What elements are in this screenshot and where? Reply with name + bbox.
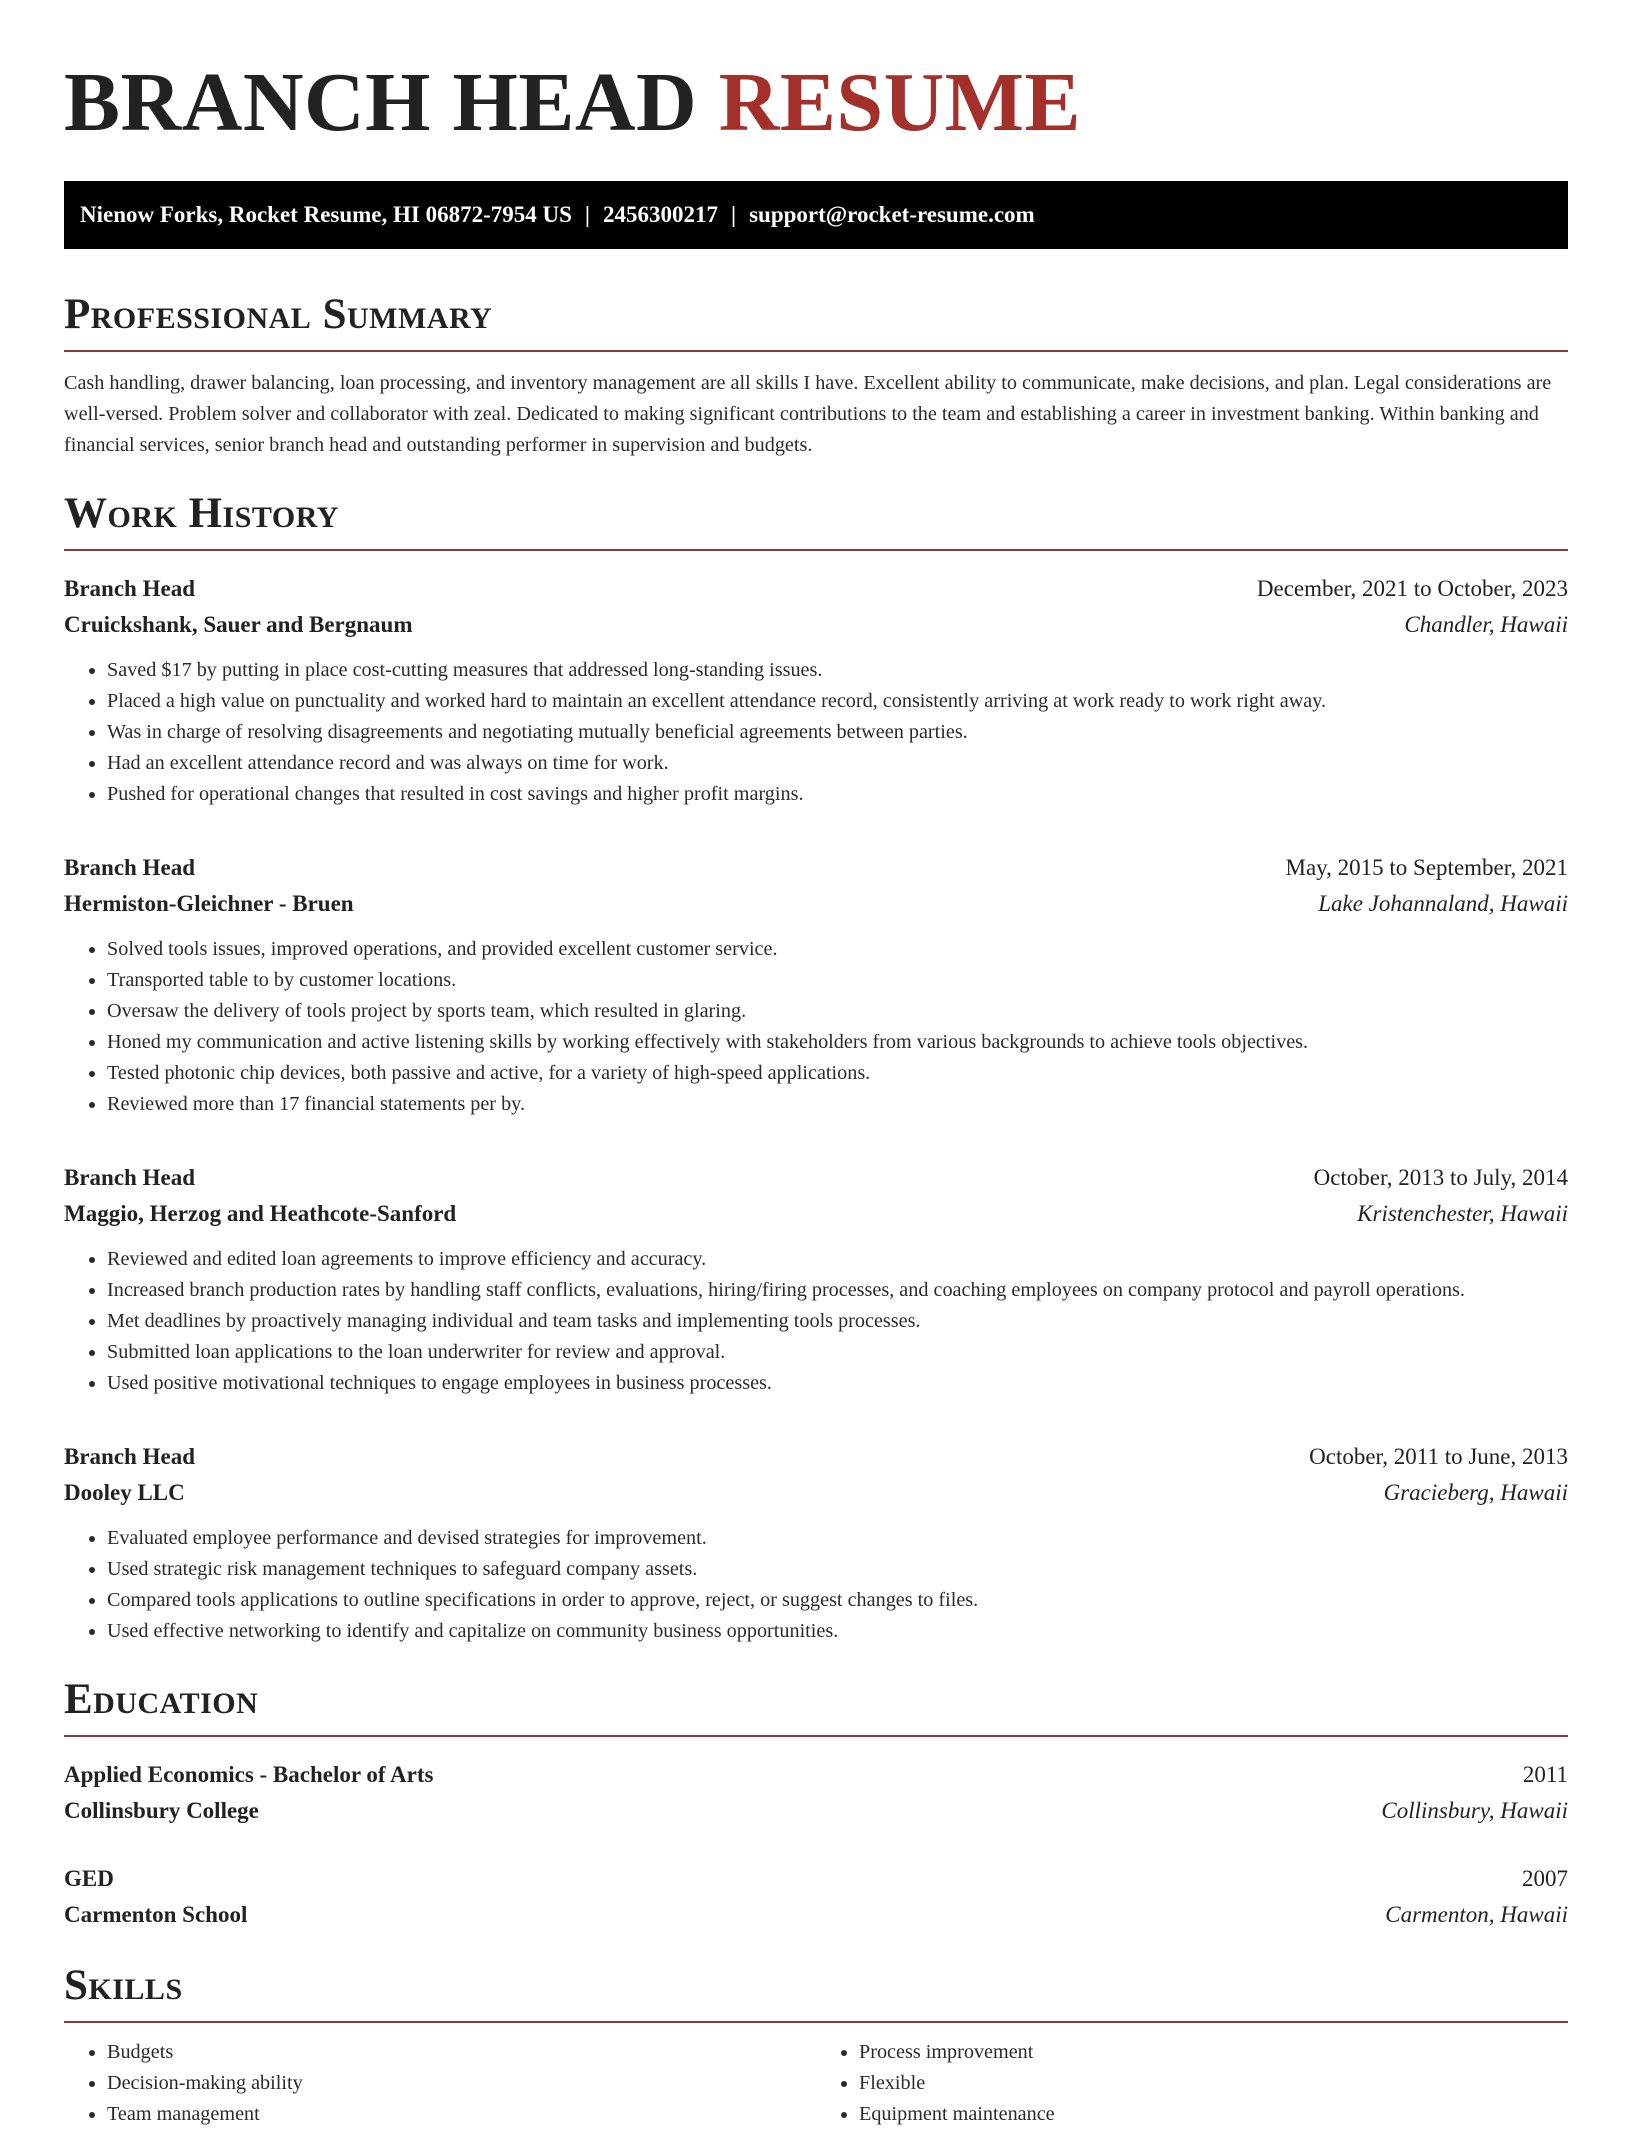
education-header bbox=[64, 1861, 1568, 1897]
job-bullet: • Tested photonic chip devices, both passive and active, for a variety of high-speed applications. bbox=[107, 1058, 1568, 1089]
section-heading-skills: Skills bbox=[64, 1963, 1568, 2023]
job-company-row bbox=[64, 886, 1568, 922]
contact-separator: | bbox=[584, 202, 590, 227]
job-bullet: • Transported table to by customer locations. bbox=[107, 965, 1568, 996]
job-company: Cruickshank, Sauer and Bergnaum bbox=[64, 612, 413, 637]
job-bullet: • Had an excellent attendance record and was always on time for work. bbox=[107, 748, 1568, 779]
skill-item: • Decision-making ability bbox=[107, 2068, 816, 2099]
job-company-row bbox=[64, 1475, 1568, 1511]
job-bullet: • Reviewed and edited loan agreements to improve efficiency and accuracy. bbox=[107, 1244, 1568, 1275]
job-location: Lake Johannaland, Hawaii bbox=[1318, 891, 1568, 916]
education-school-row bbox=[64, 1897, 1568, 1933]
education-degree: GED bbox=[64, 1866, 114, 1891]
job-bullet: • Submitted loan applications to the loan underwriter for review and approval. bbox=[107, 1337, 1568, 1368]
education-school: Collinsbury College bbox=[64, 1798, 259, 1823]
job-location: Gracieberg, Hawaii bbox=[1383, 1480, 1568, 1505]
job-bullets bbox=[64, 655, 1568, 810]
title-accent: RESUME bbox=[718, 56, 1082, 149]
job-bullet: • Pushed for operational changes that resulted in cost savings and higher profit margins. bbox=[107, 779, 1568, 810]
section-heading-work-history: Work History bbox=[64, 491, 1568, 551]
job-title: Branch Head bbox=[64, 1444, 195, 1469]
job-title: Branch Head bbox=[64, 855, 195, 880]
job-bullets bbox=[64, 934, 1568, 1120]
job-entry bbox=[64, 571, 1568, 810]
job-dates: October, 2011 to June, 2013 bbox=[1309, 1444, 1568, 1469]
education-year: 2011 bbox=[1522, 1762, 1568, 1787]
job-bullets bbox=[64, 1244, 1568, 1399]
job-bullet: • Placed a high value on punctuality and worked hard to maintain an excellent attendance record, consistently arriving at work ready to work right away. bbox=[107, 686, 1568, 717]
job-bullet: • Solved tools issues, improved operations, and provided excellent customer service. bbox=[107, 934, 1568, 965]
job-header bbox=[64, 1439, 1568, 1475]
skill-item: • Team management bbox=[107, 2099, 816, 2130]
job-title: Branch Head bbox=[64, 576, 195, 601]
job-bullet: • Used effective networking to identify and capitalize on community business opportunities. bbox=[107, 1616, 1568, 1647]
education-year: 2007 bbox=[1522, 1866, 1568, 1891]
skills-column-right bbox=[816, 2037, 1568, 2130]
job-location: Chandler, Hawaii bbox=[1404, 612, 1568, 637]
education-school: Carmenton School bbox=[64, 1902, 248, 1927]
job-header bbox=[64, 571, 1568, 607]
education-header bbox=[64, 1757, 1568, 1793]
job-bullet: • Used positive motivational techniques to engage employees in business processes. bbox=[107, 1368, 1568, 1399]
education-school-row bbox=[64, 1793, 1568, 1829]
job-company: Maggio, Herzog and Heathcote-Sanford bbox=[64, 1201, 457, 1226]
job-company-row bbox=[64, 1196, 1568, 1232]
job-bullets bbox=[64, 1523, 1568, 1647]
contact-separator: | bbox=[731, 202, 737, 227]
education-entry bbox=[64, 1757, 1568, 1829]
job-bullet: • Reviewed more than 17 financial statements per by. bbox=[107, 1089, 1568, 1120]
job-bullet: • Honed my communication and active listening skills by working effectively with stakeholders from various backgrounds to achieve tools objectives. bbox=[107, 1027, 1568, 1058]
education-entry bbox=[64, 1861, 1568, 1933]
job-bullet: • Increased branch production rates by handling staff conflicts, evaluations, hiring/firing processes, and coaching employees on company protocol and payroll operations. bbox=[107, 1275, 1568, 1306]
job-entry bbox=[64, 1160, 1568, 1399]
job-dates: May, 2015 to September, 2021 bbox=[1285, 855, 1568, 880]
job-entry bbox=[64, 1439, 1568, 1647]
education-location: Collinsbury, Hawaii bbox=[1381, 1798, 1568, 1823]
job-dates: October, 2013 to July, 2014 bbox=[1313, 1165, 1568, 1190]
title-main: BRANCH HEAD bbox=[64, 56, 698, 149]
skill-item: • Budgets bbox=[107, 2037, 816, 2068]
skill-item: • Equipment maintenance bbox=[859, 2099, 1568, 2130]
job-header bbox=[64, 1160, 1568, 1196]
skill-item: • Process improvement bbox=[859, 2037, 1568, 2068]
job-company: Hermiston-Gleichner - Bruen bbox=[64, 891, 354, 916]
job-bullet: • Evaluated employee performance and devised strategies for improvement. bbox=[107, 1523, 1568, 1554]
job-bullet: • Compared tools applications to outline specifications in order to approve, reject, or suggest changes to files. bbox=[107, 1585, 1568, 1616]
education-degree: Applied Economics - Bachelor of Arts bbox=[64, 1762, 434, 1787]
skill-item: • Flexible bbox=[859, 2068, 1568, 2099]
job-header bbox=[64, 850, 1568, 886]
job-title: Branch Head bbox=[64, 1165, 195, 1190]
section-heading-summary: Professional Summary bbox=[64, 292, 1568, 352]
resume-title bbox=[64, 55, 1568, 151]
education-location: Carmenton, Hawaii bbox=[1385, 1902, 1568, 1927]
contact-email: support@rocket-resume.com bbox=[749, 202, 1035, 227]
section-heading-education: Education bbox=[64, 1677, 1568, 1737]
job-bullet: • Oversaw the delivery of tools project by sports team, which resulted in glaring. bbox=[107, 996, 1568, 1027]
job-company: Dooley LLC bbox=[64, 1480, 185, 1505]
job-bullet: • Was in charge of resolving disagreements and negotiating mutually beneficial agreements between parties. bbox=[107, 717, 1568, 748]
summary-text: Cash handling, drawer balancing, loan processing, and inventory management are all skills I have. Excellent ability to communicate, make decisions, and plan. Legal considerations are well-versed. Problem solver and collaborator with zeal. Dedicated to making significant contributions to the team and establishing a career in investment banking. Within banking and financial services, senior branch head and outstanding performer in supervision and budgets. bbox=[64, 372, 1552, 456]
skills-column-left bbox=[64, 2037, 816, 2130]
job-bullet: • Used strategic risk management techniques to safeguard company assets. bbox=[107, 1554, 1568, 1585]
job-location: Kristenchester, Hawaii bbox=[1357, 1201, 1568, 1226]
job-dates: December, 2021 to October, 2023 bbox=[1256, 576, 1568, 601]
skills-list bbox=[64, 2037, 1568, 2130]
job-bullet: • Saved $17 by putting in place cost-cutting measures that addressed long-standing issues. bbox=[107, 655, 1568, 686]
contact-phone: 2456300217 bbox=[603, 202, 718, 227]
job-company-row bbox=[64, 607, 1568, 643]
contact-address: Nienow Forks, Rocket Resume, HI 06872-7954 US bbox=[80, 202, 572, 227]
job-entry bbox=[64, 850, 1568, 1120]
job-bullet: • Met deadlines by proactively managing individual and team tasks and implementing tools processes. bbox=[107, 1306, 1568, 1337]
contact-bar bbox=[64, 181, 1568, 249]
